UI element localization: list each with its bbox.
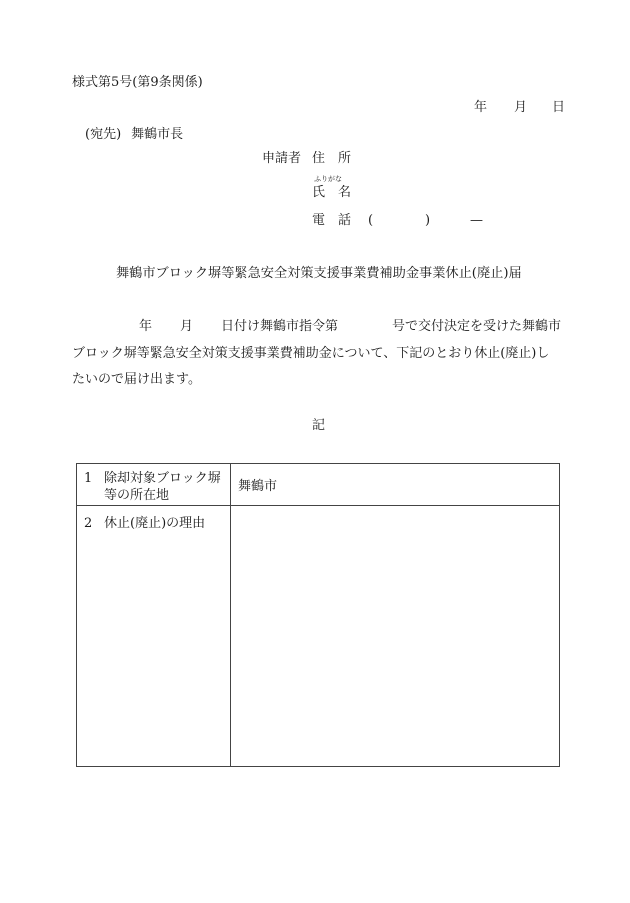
- phone-dash: —: [470, 213, 483, 228]
- location-value-cell[interactable]: [231, 464, 560, 506]
- date-month-label: 月: [514, 100, 528, 115]
- body-decision-text: 号で交付決定を受けた舞鶴市: [392, 319, 562, 334]
- row-label-line2: 等の所在地: [104, 488, 170, 503]
- row-label-line1: 除却対象ブロック塀: [104, 471, 221, 486]
- reason-label-cell: [77, 506, 231, 767]
- form-number: 様式第5号(第9条関係): [72, 75, 203, 90]
- body-line-3: たいので届け出ます。: [72, 372, 201, 387]
- body-year: 年: [139, 319, 153, 334]
- reason-value-cell[interactable]: [231, 506, 560, 767]
- location-label-cell: [77, 464, 231, 506]
- phone-open-paren: (: [368, 213, 374, 228]
- document-title: 舞鶴市ブロック塀等緊急安全対策支援事業費補助金事業休止(廃止)届: [116, 266, 522, 281]
- applicant-label: 申請者: [262, 151, 302, 166]
- row-number: 1: [84, 471, 93, 486]
- phone-label: 電 話: [312, 213, 352, 228]
- body-line-2: ブロック塀等緊急安全対策支援事業費補助金について、下記のとおり休止(廃止)し: [72, 346, 550, 361]
- table-row: [77, 464, 560, 506]
- body-decree-text: 日付け舞鶴市指令第: [221, 319, 339, 334]
- body-month: 月: [180, 319, 194, 334]
- reason-value: [232, 507, 558, 520]
- date-day-label: 日: [552, 100, 566, 115]
- name-label: 氏 名: [312, 185, 352, 200]
- date-year-label: 年: [474, 100, 488, 115]
- location-value: 舞鶴市: [238, 479, 278, 494]
- kigo-heading: 記: [312, 418, 326, 433]
- row-label-line1: 休止(廃止)の理由: [104, 516, 206, 531]
- name-furigana: ふりがな: [314, 175, 342, 183]
- table-row: [77, 506, 560, 767]
- detail-table: [76, 463, 560, 767]
- row-number: 2: [84, 516, 93, 531]
- phone-close-paren: ): [425, 213, 431, 228]
- address-label: 住 所: [312, 151, 352, 166]
- addressee: [85, 128, 183, 141]
- addressee-name: 舞鶴市長: [131, 127, 184, 142]
- addressee-label: (宛先): [85, 127, 122, 142]
